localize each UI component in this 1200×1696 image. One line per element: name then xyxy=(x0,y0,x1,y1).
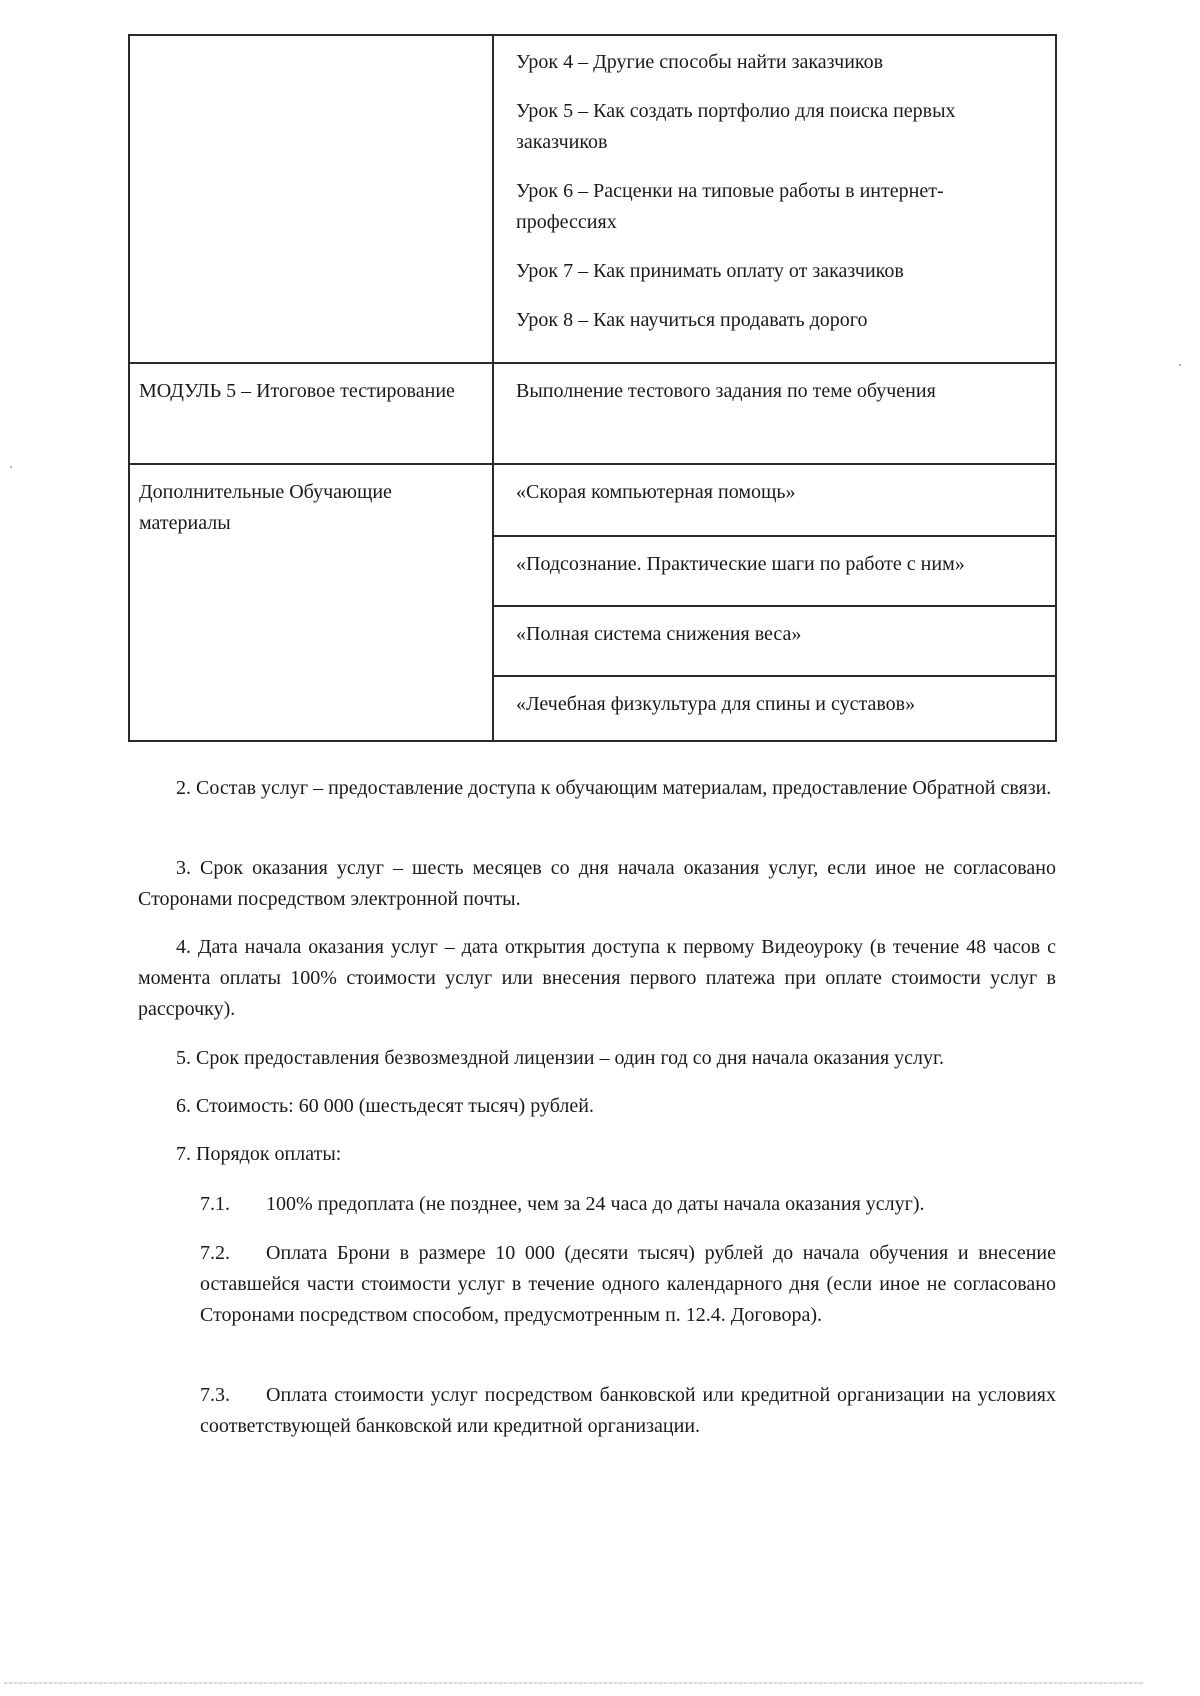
lesson-list xyxy=(494,36,1055,336)
lesson-item: Урок 6 – Расценки на типовые работы в интернет-профессиях xyxy=(516,180,944,233)
table-row-module-5 xyxy=(130,362,1055,463)
table-cell-lessons xyxy=(494,36,1055,362)
material-item: «Полная система снижения веса» xyxy=(494,605,1055,675)
clause-4: 4. Дата начала оказания услуг – дата открытия доступа к первому Видеоуроку (в течение 48 часов с момента оплаты 100% стоимости услуг или внесения первого платежа при оплате стоимости услуг в рассрочку). xyxy=(138,936,1056,1020)
table-row-additional-materials xyxy=(130,463,1055,740)
material-item: «Скорая компьютерная помощь» xyxy=(516,481,796,503)
curriculum-table xyxy=(128,34,1057,742)
clause-number: 7.2. xyxy=(200,1242,230,1264)
clause-6: 6. Стоимость: 60 000 (шестьдесят тысяч) рублей. xyxy=(176,1095,594,1117)
clause-text: 100% предоплата (не позднее, чем за 24 часа до даты начала оказания услуг). xyxy=(266,1193,925,1215)
lesson-item: Урок 8 – Как научиться продавать дорого xyxy=(516,309,868,331)
clause-7-3 xyxy=(200,1380,1056,1442)
module-description: Выполнение тестового задания по теме обучения xyxy=(516,380,936,402)
material-item: «Лечебная физкультура для спины и суставов» xyxy=(494,675,1055,742)
scan-edge-line xyxy=(4,1682,1144,1684)
clause-text: Оплата стоимости услуг посредством банковской или кредитной организации на условиях соответствующей банковской или кредитной организации. xyxy=(200,1384,1056,1437)
clause-5: 5. Срок предоставления безвозмездной лицензии – один год со дня начала оказания услуг. xyxy=(176,1047,944,1069)
table-cell-module xyxy=(130,36,494,362)
clause-7: 7. Порядок оплаты: xyxy=(176,1143,342,1165)
lesson-item: Урок 4 – Другие способы найти заказчиков xyxy=(516,51,884,73)
lesson-item: Урок 7 – Как принимать оплату от заказчиков xyxy=(516,260,904,282)
clause-text: Оплата Брони в размере 10 000 (десяти тысяч) рублей до начала обучения и внесение оставшейся части стоимости услуг в течение одного календарного дня (если иное не согласовано Сторонами посредством способом, предусмотренным п. 12.4. Договора). xyxy=(200,1242,1056,1326)
clause-7-1 xyxy=(200,1189,1056,1220)
material-item: «Подсознание. Практические шаги по работе с ним» xyxy=(494,535,1055,605)
clause-number: 7.3. xyxy=(200,1384,230,1406)
scan-speck xyxy=(10,466,12,468)
table-cell-module: МОДУЛЬ 5 – Итоговое тестирование xyxy=(130,364,494,463)
clause-2: 2. Состав услуг – предоставление доступа к обучающим материалам, предоставление Обратной связи. xyxy=(176,777,1052,799)
clause-3: 3. Срок оказания услуг – шесть месяцев со дня начала оказания услуг, если иное не согласовано Сторонами посредством электронной почты. xyxy=(138,857,1056,910)
table-cell-content xyxy=(494,364,1055,463)
clause-number: 7.1. xyxy=(200,1193,230,1215)
clause-7-2 xyxy=(200,1238,1056,1331)
scan-speck xyxy=(1179,364,1181,366)
table-cell-module: Дополнительные Обучающие материалы xyxy=(130,465,494,740)
table-cell-materials xyxy=(494,465,1055,740)
table-row-module-4-continued xyxy=(130,36,1055,362)
lesson-item: Урок 5 – Как создать портфолио для поиска первых заказчиков xyxy=(516,100,956,153)
